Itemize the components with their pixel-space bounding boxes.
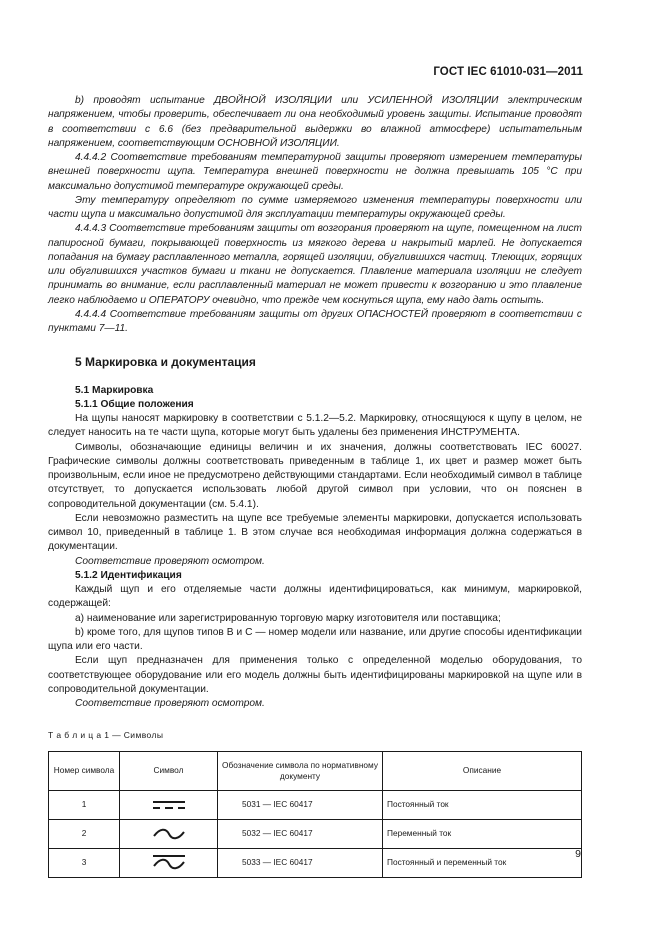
symbol-description: Постоянный и переменный ток [383,848,582,877]
section-heading: 5 Маркировка и документация [75,355,256,370]
paragraph: Если невозможно разместить на щупе все требуемые элементы маркировки, допускается использовать символ 10, приведенный в таблице 1. В этом случае вся необходимая информация должна содержаться в документации. [48,512,582,553]
symbol-cell [120,790,218,819]
header-description: Описание [383,751,582,790]
clause-heading: 5.1.1 Общие положения [75,398,194,410]
symbol-cell [120,848,218,877]
subsection-heading: 5.1 Маркировка [75,384,154,396]
header-number: Номер символа [49,751,120,790]
paragraph: Если щуп предназначен для применения только с определенной моделью оборудования, то соответствующее оборудование или его модель должны быть идентифицированы маркировкой на щупе или в сопроводительной документации. [48,655,582,695]
direct-current-icon [152,799,186,809]
symbol-number: 1 [49,790,120,819]
page-number: 9 [575,848,581,860]
clause-512-paragraphs [48,583,582,711]
paragraph: 4.4.4.4 Соответствие требованиям защиты от других ОПАСНОСТЕЙ проверяют в соответствии с пунктами 7—11. [48,308,582,334]
symbol-description: Переменный ток [383,819,582,848]
paragraph: а) наименование или зарегистрированную торговую марку изготовителя или поставщика; [75,612,501,624]
symbol-description: Постоянный ток [383,790,582,819]
clause-heading: 5.1.2 Идентификация [75,569,182,581]
paragraph: Символы, обозначающие единицы величин и их значения, должны соответствовать IEC 60027. Графические символы должны соответствовать приведенным в таблице 1, их цвет и размер может быть произвольным, если иное не предусмотрено действующими стандартами. Если необходимый символ в таблице отсутствует, то допускается использовать любой другой символ при условии, что он пояснен в сопроводительной документации (см. 5.4.1). [48,441,582,510]
paragraph: 4.4.4.3 Соответствие требованиям защиты от возгорания проверяют на щупе, помещенном на лист папиросной бумаги, покрывающей поверхность из мягкого дерева и накрытый марлей. Не допускается попадания на бумагу расплавленного металла, горящей изоляции, обуглившихся частиц. Тлеющих, горящих или обуглившихся участков бумаги и ткани не допускается. Плавление материала изоляции не следует принимать во внимание, если расплавленный материал не может привести к возгоранию и это плавление легко наблюдаемо и ОПЕРАТОРУ очевидно, что прежде чем коснуться щупа, ему надо дать остыть. [48,223,582,306]
symbols-table [48,751,582,878]
top-paragraphs [48,94,582,336]
symbol-reference: 5032 — IEC 60417 [218,819,383,848]
symbol-reference: 5033 — IEC 60417 [218,848,383,877]
paragraph: Каждый щуп и его отделяемые части должны идентифицироваться, как минимум, маркировкой, содержащей: [48,584,582,610]
both-current-icon [152,857,186,867]
table-caption: Т а б л и ц а 1 — Символы [48,730,164,741]
table-body [49,790,582,877]
clause-511-paragraphs [48,412,582,569]
symbol-cell [120,819,218,848]
standard-header: ГОСТ IEC 61010-031—2011 [433,66,583,78]
page-content [48,94,582,878]
table-row [49,848,582,877]
paragraph: Соответствие проверяют осмотром. [75,555,265,567]
table-row [49,819,582,848]
symbol-number: 2 [49,819,120,848]
header-reference: Обозначение символа по нормативному документу [218,751,383,790]
alternating-current-icon [152,828,186,838]
paragraph: Соответствие проверяют осмотром. [75,698,265,709]
paragraph: Эту температуру определяют по сумме измеряемого изменения температуры поверхности или части щупа и максимально допустимой для эксплуатации температуры окружающей среды. [48,194,582,220]
paragraph: На щупы наносят маркировку в соответствии с 5.1.2—5.2. Маркировку, относящуюся к щупу в целом, не следует наносить на те части щупа, которые могут быть удалены без применения ИНСТРУМЕНТА. [48,413,582,439]
table-row [49,790,582,819]
symbol-number: 3 [49,848,120,877]
paragraph: b) кроме того, для щупов типов В и С — номер модели или название, или другие способы идентификации щупа или его части. [48,626,582,652]
symbol-reference: 5031 — IEC 60417 [218,790,383,819]
table-header-row [49,751,582,790]
paragraph: 4.4.4.2 Соответствие требованиям температурной защиты проверяют измерением температуры внешней поверхности щупа. Температура внешней поверхности не должна превышать 105 °С при максимально допустимой температуре окружающей среды. [48,152,582,192]
paragraph: b) проводят испытание ДВОЙНОЙ ИЗОЛЯЦИИ или УСИЛЕННОЙ ИЗОЛЯЦИИ электрическим напряжением, чтобы проверить, обеспечивает ли она необходимый уровень защиты. Испытание проводят в соответствии с 6.6 (без предварительной выдержки во влажной атмосфере) испытательным напряжением, соответствующим ОСНОВНОЙ ИЗОЛЯЦИИ. [48,95,582,149]
header-symbol: Символ [120,751,218,790]
